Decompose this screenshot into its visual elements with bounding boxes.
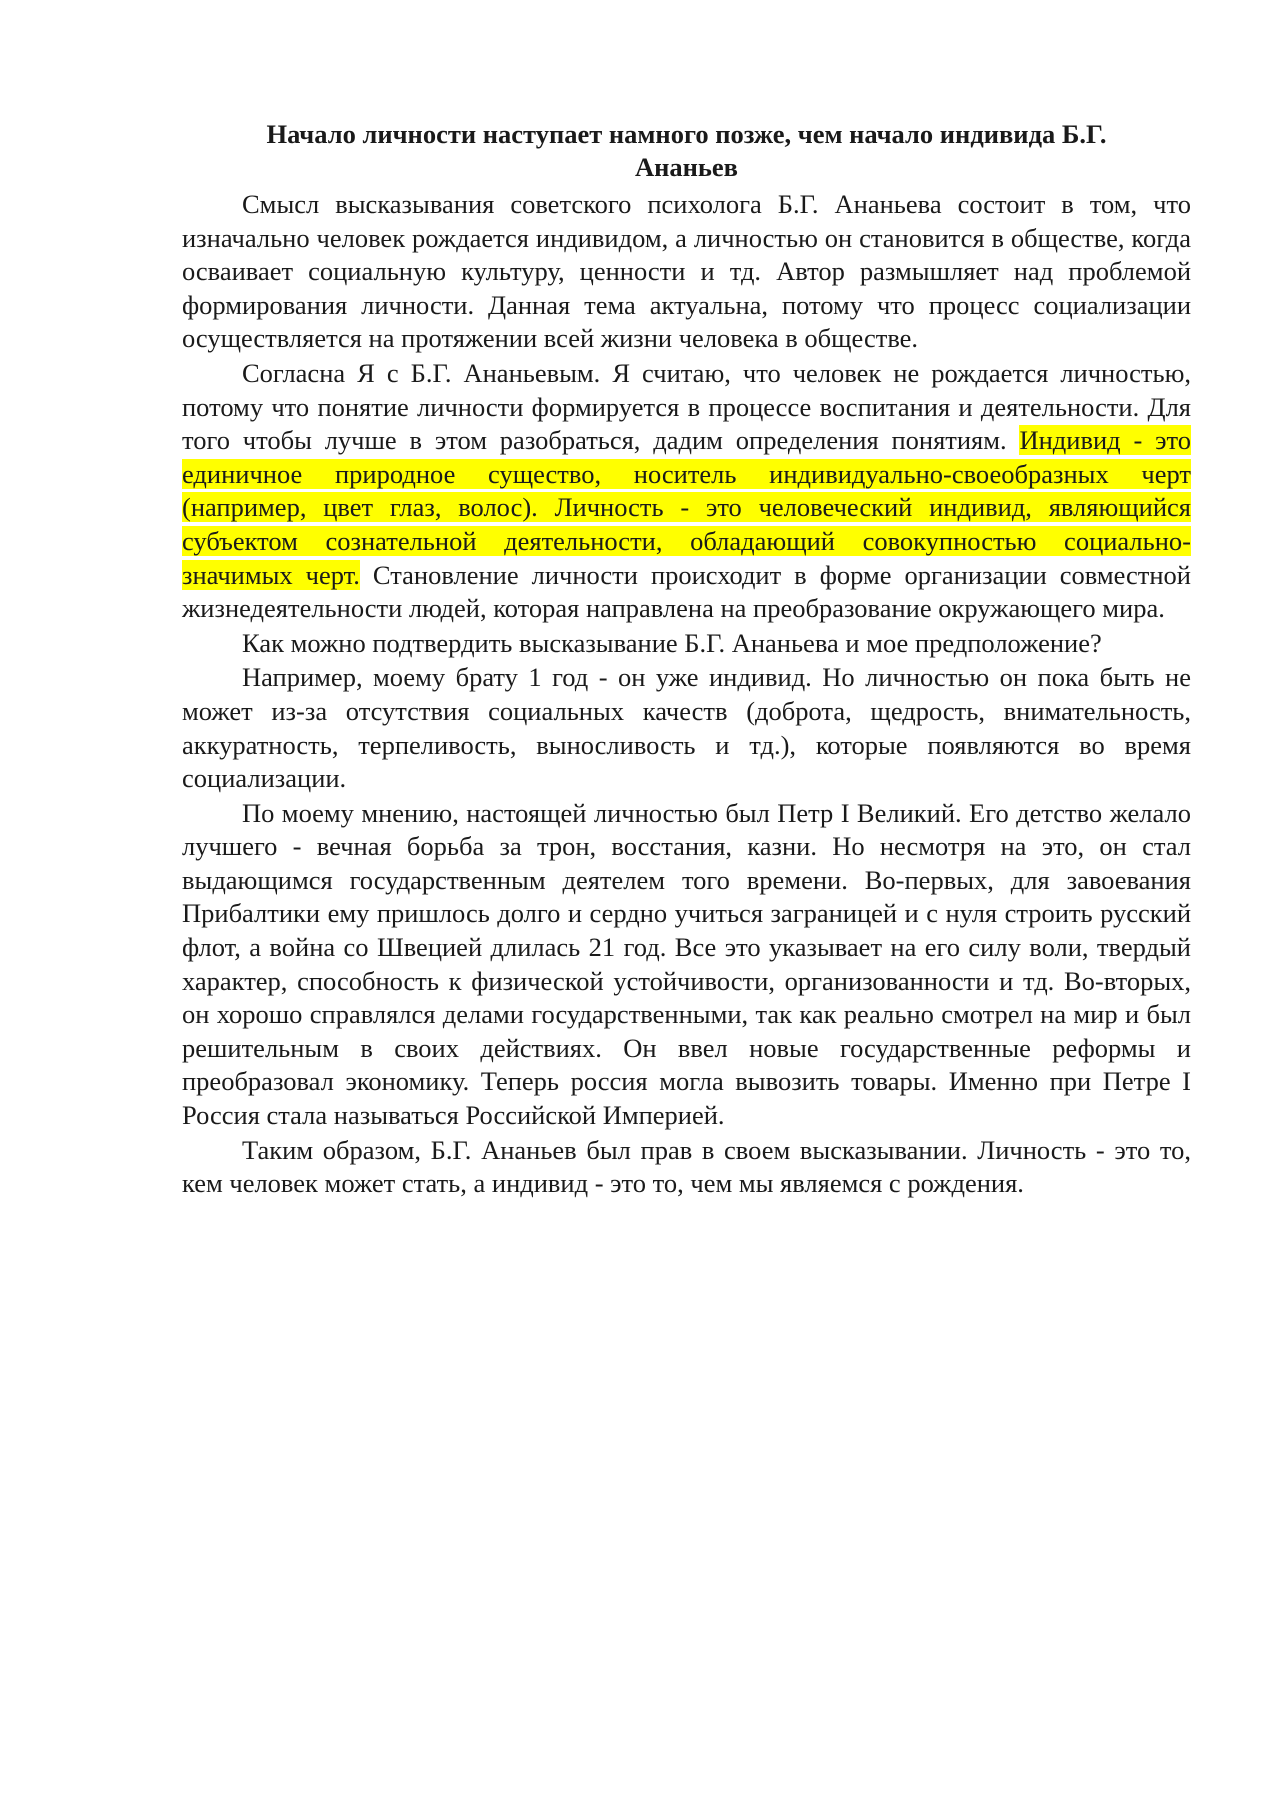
paragraph-2-intro: Согласна Я с Б.Г. Ананьевым. Я считаю, что человек не рождается личностью, потому что понятие личности формируется в процессе воспитания и деятельности. Для того чтобы лучше в этом разобраться, дадим определения понятиям. xyxy=(182,357,1191,456)
paragraph-2 xyxy=(182,357,1191,626)
paragraph-3: Как можно подтвердить высказывание Б.Г. Ананьева и мое предположение? xyxy=(242,627,1102,658)
paragraph-6: Таким образом, Б.Г. Ананьев был прав в своем высказывании. Личность - это то, кем человек может стать, а индивид - это то, чем мы являемся с рождения. xyxy=(182,1134,1191,1199)
document-title xyxy=(182,118,1191,184)
paragraph-1: Смысл высказывания советского психолога Б.Г. Ананьева состоит в том, что изначально человек рождается индивидом, а личностью он становится в обществе, когда осваивает социальную культуру, ценности и тд. Автор размышляет над проблемой формирования личности. Данная тема актуальна, потому что процесс социализации осуществляется на протяжении всей жизни человека в обществе. xyxy=(182,189,1191,354)
paragraph-4: Например, моему брату 1 год - он уже индивид. Но личностью он пока быть не может из-за отсутствия социальных качеств (доброта, щедрость, внимательность, аккуратность, терпеливость, выносливость и тд.), которые появляются во время социализации. xyxy=(182,662,1191,794)
title-line-2: Ананьев xyxy=(634,152,738,182)
highlighted-definitions: Индивид - это единичное природное существо, носитель индивидуально-своеобразных черт (например, цвет глаз, волос). Личность - это человеческий индивид, являющийся субъектом сознательной деятельности, обладающий совокупностью социально-значимых черт. xyxy=(182,425,1191,590)
paragraph-2-outro: Становление личности происходит в форме организации совместной жизнедеятельности людей, которая направлена на преобразование окружающего мира. xyxy=(182,559,1191,624)
document-page xyxy=(182,118,1191,1202)
paragraph-5: По моему мнению, настоящей личностью был Петр I Великий. Его детство желало лучшего - вечная борьба за трон, восстания, казни. Но несмотря на это, он стал выдающимся государственным деятелем того времени. Во-первых, для завоевания Прибалтики ему пришлось долго и сердно учиться заграницей и с нуля строить русский флот, а война со Швецией длилась 21 год. Все это указывает на его силу воли, твердый характер, способность к физической устойчивости, организованности и тд. Во-вторых, он хорошо справлялся делами государственными, так как реально смотрел на мир и был решительным в своих действиях. Он ввел новые государственные реформы и преобразовал экономику. Теперь россия могла вывозить товары. Именно при Петре I Россия стала называться Российской Империей. xyxy=(182,797,1191,1131)
title-line-1: Начало личности наступает намного позже, чем начало индивида Б.Г. xyxy=(266,119,1107,149)
